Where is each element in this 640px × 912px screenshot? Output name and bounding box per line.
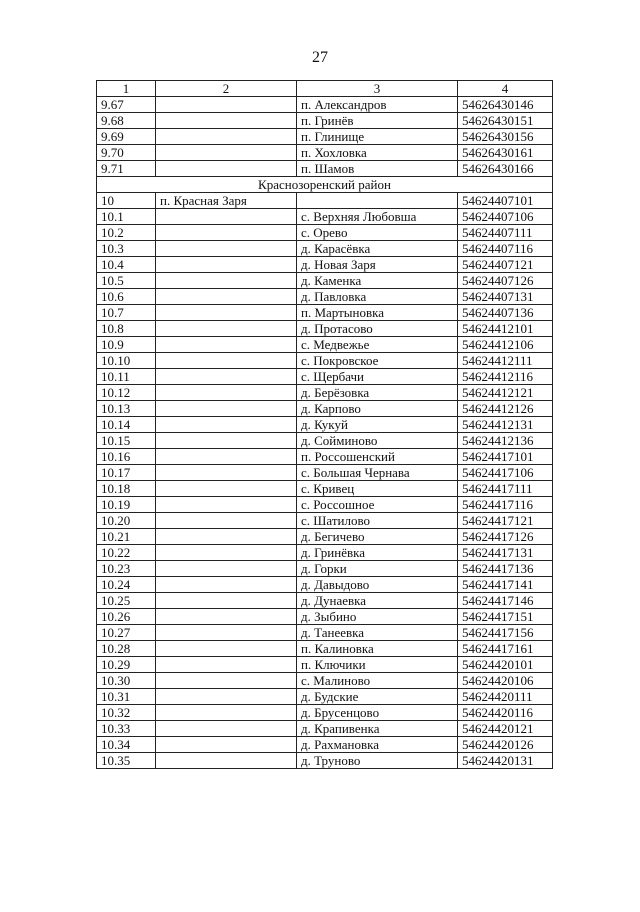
settlement-name-cell: с. Покровское (297, 353, 458, 369)
table-row (97, 513, 553, 529)
table-row (97, 337, 553, 353)
column-header: 2 (156, 81, 297, 97)
table-row (97, 353, 553, 369)
settlement-name-cell: д. Карпово (297, 401, 458, 417)
row-number-cell: 10.3 (97, 241, 156, 257)
table-row (97, 593, 553, 609)
settlement-name-cell: д. Берёзовка (297, 385, 458, 401)
settlement-name-cell: с. Медвежье (297, 337, 458, 353)
okato-code-cell: 54624407106 (458, 209, 553, 225)
table-row (97, 529, 553, 545)
district-center-cell (156, 481, 297, 497)
district-center-cell (156, 369, 297, 385)
table-row (97, 561, 553, 577)
settlement-name-cell: д. Гринёвка (297, 545, 458, 561)
district-center-cell (156, 417, 297, 433)
settlement-name-cell: д. Дунаевка (297, 593, 458, 609)
okato-code-cell: 54624417161 (458, 641, 553, 657)
settlement-name-cell: д. Павловка (297, 289, 458, 305)
row-number-cell: 10.4 (97, 257, 156, 273)
district-center-cell (156, 161, 297, 177)
row-number-cell: 10.32 (97, 705, 156, 721)
row-number-cell: 10.15 (97, 433, 156, 449)
row-number-cell: 10.12 (97, 385, 156, 401)
settlement-name-cell: д. Протасово (297, 321, 458, 337)
okato-code-cell: 54624420101 (458, 657, 553, 673)
district-center-cell (156, 97, 297, 113)
district-center-cell (156, 241, 297, 257)
row-number-cell: 10.25 (97, 593, 156, 609)
district-center-cell (156, 673, 297, 689)
table-row (97, 625, 553, 641)
settlement-name-cell: д. Карасёвка (297, 241, 458, 257)
okato-code-cell: 54624412131 (458, 417, 553, 433)
table-row (97, 433, 553, 449)
table-row (97, 417, 553, 433)
settlement-registry-table (96, 80, 553, 769)
table-row (97, 609, 553, 625)
district-center-cell (156, 593, 297, 609)
page-number: 27 (312, 49, 328, 66)
column-header: 4 (458, 81, 553, 97)
table-row (97, 737, 553, 753)
district-center-cell (156, 545, 297, 561)
okato-code-cell: 54624417121 (458, 513, 553, 529)
section-row (97, 177, 553, 193)
district-center-cell (156, 561, 297, 577)
row-number-cell: 10.26 (97, 609, 156, 625)
table-row (97, 465, 553, 481)
table-body (97, 81, 553, 769)
district-center-cell (156, 753, 297, 769)
row-number-cell: 10.1 (97, 209, 156, 225)
okato-code-cell: 54624417151 (458, 609, 553, 625)
table-row (97, 401, 553, 417)
table-row (97, 289, 553, 305)
row-number-cell: 10.22 (97, 545, 156, 561)
settlement-name-cell: д. Будские (297, 689, 458, 705)
settlement-name-cell: д. Рахмановка (297, 737, 458, 753)
table-row (97, 545, 553, 561)
settlement-name-cell: д. Давыдово (297, 577, 458, 593)
row-number-cell: 9.71 (97, 161, 156, 177)
row-number-cell: 10.30 (97, 673, 156, 689)
okato-code-cell: 54624417101 (458, 449, 553, 465)
district-center-cell (156, 721, 297, 737)
settlement-name-cell: п. Мартыновка (297, 305, 458, 321)
settlement-name-cell: д. Танеевка (297, 625, 458, 641)
row-number-cell: 10.5 (97, 273, 156, 289)
okato-code-cell: 54624417136 (458, 561, 553, 577)
district-center-cell (156, 513, 297, 529)
row-number-cell: 9.69 (97, 129, 156, 145)
okato-code-cell: 54624407136 (458, 305, 553, 321)
okato-code-cell: 54624412106 (458, 337, 553, 353)
okato-code-cell: 54624420111 (458, 689, 553, 705)
row-number-cell: 10.24 (97, 577, 156, 593)
table-row (97, 657, 553, 673)
row-number-cell: 10.20 (97, 513, 156, 529)
okato-code-cell: 54624420131 (458, 753, 553, 769)
okato-code-cell: 54624420116 (458, 705, 553, 721)
okato-code-cell: 54624412136 (458, 433, 553, 449)
table-row (97, 241, 553, 257)
okato-code-cell: 54624417141 (458, 577, 553, 593)
row-number-cell: 10.11 (97, 369, 156, 385)
settlement-name-cell: с. Верхняя Любовша (297, 209, 458, 225)
district-center-cell (156, 385, 297, 401)
settlement-name-cell: д. Брусенцово (297, 705, 458, 721)
district-center-cell (156, 433, 297, 449)
district-center-cell (156, 353, 297, 369)
table-row (97, 641, 553, 657)
row-number-cell: 10.27 (97, 625, 156, 641)
okato-code-cell: 54624417126 (458, 529, 553, 545)
district-center-cell (156, 625, 297, 641)
district-center-cell (156, 657, 297, 673)
okato-code-cell: 54624412116 (458, 369, 553, 385)
row-number-cell: 9.68 (97, 113, 156, 129)
table-row (97, 225, 553, 241)
row-number-cell: 10.29 (97, 657, 156, 673)
table-row (97, 145, 553, 161)
district-center-cell (156, 689, 297, 705)
table-row (97, 497, 553, 513)
okato-code-cell: 54624420121 (458, 721, 553, 737)
district-center-cell (156, 289, 297, 305)
row-number-cell: 10.8 (97, 321, 156, 337)
settlement-name-cell: п. Калиновка (297, 641, 458, 657)
table-row (97, 97, 553, 113)
settlement-name-cell: д. Бегичево (297, 529, 458, 545)
okato-code-cell: 54624412111 (458, 353, 553, 369)
okato-code-cell: 54624417156 (458, 625, 553, 641)
district-center-cell (156, 145, 297, 161)
settlement-name-cell: с. Орево (297, 225, 458, 241)
okato-code-cell: 54624412126 (458, 401, 553, 417)
settlement-name-cell: д. Крапивенка (297, 721, 458, 737)
settlement-name-cell: д. Труново (297, 753, 458, 769)
row-number-cell: 10.7 (97, 305, 156, 321)
district-center-cell (156, 401, 297, 417)
table-row (97, 305, 553, 321)
table-row (97, 273, 553, 289)
district-center-cell (156, 321, 297, 337)
row-number-cell: 10.33 (97, 721, 156, 737)
table-row (97, 481, 553, 497)
district-center-cell (156, 705, 297, 721)
settlement-name-cell: д. Каменка (297, 273, 458, 289)
row-number-cell: 10.10 (97, 353, 156, 369)
table-row (97, 257, 553, 273)
settlement-name-cell: д. Зыбино (297, 609, 458, 625)
settlement-name-cell: д. Кукуй (297, 417, 458, 433)
settlement-name-cell: п. Хохловка (297, 145, 458, 161)
settlement-name-cell: с. Россошное (297, 497, 458, 513)
district-center-cell (156, 737, 297, 753)
row-number-cell: 10.6 (97, 289, 156, 305)
settlement-name-cell: п. Шамов (297, 161, 458, 177)
row-number-cell: 10.19 (97, 497, 156, 513)
table-row (97, 705, 553, 721)
settlement-name-cell: п. Россошенский (297, 449, 458, 465)
row-number-cell: 10.14 (97, 417, 156, 433)
settlement-name-cell (297, 193, 458, 209)
settlement-name-cell: д. Новая Заря (297, 257, 458, 273)
district-center-cell (156, 273, 297, 289)
settlement-name-cell: д. Горки (297, 561, 458, 577)
row-number-cell: 10.18 (97, 481, 156, 497)
district-center-cell (156, 465, 297, 481)
okato-code-cell: 54626430151 (458, 113, 553, 129)
okato-code-cell: 54624412101 (458, 321, 553, 337)
row-number-cell: 10.21 (97, 529, 156, 545)
okato-code-cell: 54626430146 (458, 97, 553, 113)
okato-code-cell: 54626430166 (458, 161, 553, 177)
district-center-cell (156, 225, 297, 241)
row-number-cell: 10.35 (97, 753, 156, 769)
table-row (97, 577, 553, 593)
column-header: 3 (297, 81, 458, 97)
settlement-name-cell: с. Щербачи (297, 369, 458, 385)
district-center-cell (156, 609, 297, 625)
table-row (97, 689, 553, 705)
table-row (97, 129, 553, 145)
row-number-cell: 10.16 (97, 449, 156, 465)
okato-code-cell: 54626430161 (458, 145, 553, 161)
okato-code-cell: 54624417111 (458, 481, 553, 497)
okato-code-cell: 54624407121 (458, 257, 553, 273)
okato-code-cell: 54624407111 (458, 225, 553, 241)
okato-code-cell: 54626430156 (458, 129, 553, 145)
row-number-cell: 10.31 (97, 689, 156, 705)
okato-code-cell: 54624407126 (458, 273, 553, 289)
table-header-row (97, 81, 553, 97)
district-center-cell (156, 529, 297, 545)
okato-code-cell: 54624407116 (458, 241, 553, 257)
district-center-cell (156, 577, 297, 593)
table-row (97, 113, 553, 129)
row-number-cell: 10.13 (97, 401, 156, 417)
settlement-name-cell: п. Гринёв (297, 113, 458, 129)
row-number-cell: 9.70 (97, 145, 156, 161)
table-row (97, 753, 553, 769)
okato-code-cell: 54624417146 (458, 593, 553, 609)
row-number-cell: 10.2 (97, 225, 156, 241)
row-number-cell: 10.23 (97, 561, 156, 577)
okato-code-cell: 54624420106 (458, 673, 553, 689)
okato-code-cell: 54624417131 (458, 545, 553, 561)
district-center-cell (156, 449, 297, 465)
row-number-cell: 10 (97, 193, 156, 209)
district-center-cell: п. Красная Заря (156, 193, 297, 209)
okato-code-cell: 54624407131 (458, 289, 553, 305)
okato-code-cell: 54624412121 (458, 385, 553, 401)
district-center-cell (156, 113, 297, 129)
row-number-cell: 10.28 (97, 641, 156, 657)
district-center-cell (156, 641, 297, 657)
table-row (97, 161, 553, 177)
row-number-cell: 10.9 (97, 337, 156, 353)
district-center-cell (156, 257, 297, 273)
row-number-cell: 10.34 (97, 737, 156, 753)
district-center-cell (156, 209, 297, 225)
table-row (97, 369, 553, 385)
settlement-name-cell: д. Сойминово (297, 433, 458, 449)
okato-code-cell: 54624420126 (458, 737, 553, 753)
okato-code-cell: 54624417106 (458, 465, 553, 481)
settlement-name-cell: п. Ключики (297, 657, 458, 673)
row-number-cell: 10.17 (97, 465, 156, 481)
table-row (97, 321, 553, 337)
settlement-name-cell: с. Шатилово (297, 513, 458, 529)
okato-code-cell: 54624407101 (458, 193, 553, 209)
settlement-name-cell: п. Александров (297, 97, 458, 113)
district-center-cell (156, 129, 297, 145)
section-title: Краснозоренский район (97, 177, 553, 193)
district-center-cell (156, 305, 297, 321)
settlement-name-cell: с. Большая Чернава (297, 465, 458, 481)
settlement-name-cell: с. Малиново (297, 673, 458, 689)
settlement-name-cell: п. Глинище (297, 129, 458, 145)
table-row (97, 209, 553, 225)
table-row (97, 385, 553, 401)
table-row (97, 449, 553, 465)
settlement-name-cell: с. Кривец (297, 481, 458, 497)
row-number-cell: 9.67 (97, 97, 156, 113)
table-row (97, 721, 553, 737)
district-center-cell (156, 497, 297, 513)
table-row (97, 673, 553, 689)
column-header: 1 (97, 81, 156, 97)
table-row (97, 193, 553, 209)
district-center-cell (156, 337, 297, 353)
okato-code-cell: 54624417116 (458, 497, 553, 513)
